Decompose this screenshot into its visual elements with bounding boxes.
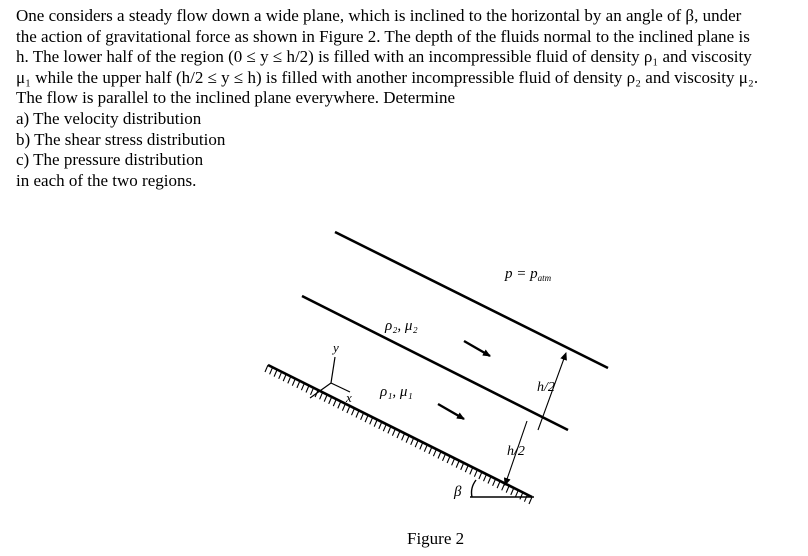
hatch-mark: [338, 401, 341, 408]
hatch-mark: [465, 465, 468, 472]
half-depth-lower-label: h/2: [507, 444, 525, 459]
free-surface-line: [335, 232, 608, 368]
hatch-mark: [420, 442, 423, 449]
hatch-mark: [433, 449, 436, 456]
hatch-mark: [392, 429, 395, 436]
half-depth-upper-label: h/2: [537, 380, 555, 395]
x-axis-label: x: [346, 390, 352, 405]
hatch-mark: [506, 486, 509, 493]
hatch-mark: [429, 447, 432, 454]
hatch-mark: [374, 420, 377, 427]
hatch-mark: [511, 488, 514, 495]
fluid-interface-line: [302, 296, 568, 430]
hatch-mark: [352, 408, 355, 415]
hatch-mark: [288, 376, 291, 383]
problem-line: One considers a steady flow down a wide plane, which is inclined to the horizontal by an angle of β, under: [16, 6, 742, 25]
problem-line: the action of gravitational force as shown in Figure 2. The depth of the fluids normal to the inclined plane is: [16, 26, 750, 46]
hatch-mark: [265, 365, 268, 372]
pressure-label: $p = p_{atm}$: [505, 266, 552, 283]
hatch-mark: [379, 422, 382, 429]
hatch-mark: [320, 392, 323, 399]
hatch-mark: [411, 438, 414, 445]
hatch-mark: [342, 404, 345, 411]
hatch-mark: [488, 477, 491, 484]
hatch-mark: [388, 426, 391, 433]
angle-label: β: [454, 484, 462, 500]
hatch-mark: [474, 470, 477, 477]
hatch-mark: [402, 433, 405, 440]
hatch-mark: [520, 492, 523, 499]
hatch-mark: [279, 372, 282, 379]
hatch-mark: [333, 399, 336, 406]
hatch-mark: [415, 440, 418, 447]
hatch-mark: [515, 490, 518, 497]
y-axis-label: y: [333, 340, 339, 355]
problem-line: in each of the two regions.: [16, 170, 197, 190]
lower-fluid-label: ρ₁, μ₁: [380, 384, 413, 400]
hatch-mark: [270, 367, 273, 374]
problem-line: μ₁ while the upper half (h/2 ≤ y ≤ h) is filled with another incompressible fluid of density ρ₂ and viscosity μ₂.: [16, 67, 759, 87]
hatch-mark: [283, 374, 286, 381]
y-axis-tick: [331, 357, 335, 383]
hatch-mark: [502, 483, 505, 490]
problem-line: c) The pressure distribution: [16, 150, 204, 170]
hatch-mark: [470, 467, 473, 474]
hatch-mark: [443, 454, 446, 461]
hatch-mark: [347, 406, 350, 413]
problem-line: The flow is parallel to the inclined plane everywhere. Determine: [16, 88, 455, 108]
hatch-mark: [529, 497, 532, 504]
flow-arrow-upper: [464, 341, 490, 356]
hatch-mark: [438, 452, 441, 459]
hatch-mark: [324, 395, 327, 402]
angle-arc: [472, 480, 477, 497]
hatch-mark: [406, 436, 409, 443]
problem-line: a) The velocity distribution: [16, 108, 202, 128]
hatch-mark: [424, 445, 427, 452]
upper-fluid-label: ρ₂, μ₂: [385, 318, 418, 334]
problem-line: h. The lower half of the region (0 ≤ y ≤ h/2) is filled with an incompressible fluid of density ρ₁ and viscosity: [16, 47, 752, 67]
hatch-mark: [297, 381, 300, 388]
hatch-mark: [329, 397, 332, 404]
hatch-mark: [301, 383, 304, 390]
hatch-mark: [479, 472, 482, 479]
hatch-mark: [484, 474, 487, 481]
hatch-mark: [356, 411, 359, 418]
pressure-subscript: atm: [537, 273, 552, 283]
hatch-mark: [493, 479, 496, 486]
hatch-mark: [370, 417, 373, 424]
problem-line: b) The shear stress distribution: [16, 129, 226, 149]
hatch-mark: [383, 424, 386, 431]
hatch-mark: [456, 461, 459, 468]
flow-arrow-lower: [438, 404, 464, 419]
hatch-mark: [311, 388, 314, 395]
hatch-mark: [306, 386, 309, 393]
hatch-mark: [274, 370, 277, 377]
figure-caption: Figure 2: [407, 529, 465, 548]
hatch-mark: [397, 431, 400, 438]
hatch-mark: [524, 495, 527, 502]
hatch-mark: [447, 456, 450, 463]
hatch-mark: [292, 379, 295, 386]
hatch-mark: [365, 415, 368, 422]
hatch-mark: [461, 463, 464, 470]
hatch-mark: [361, 413, 364, 420]
hatch-mark: [497, 481, 500, 488]
hatch-mark: [452, 458, 455, 465]
